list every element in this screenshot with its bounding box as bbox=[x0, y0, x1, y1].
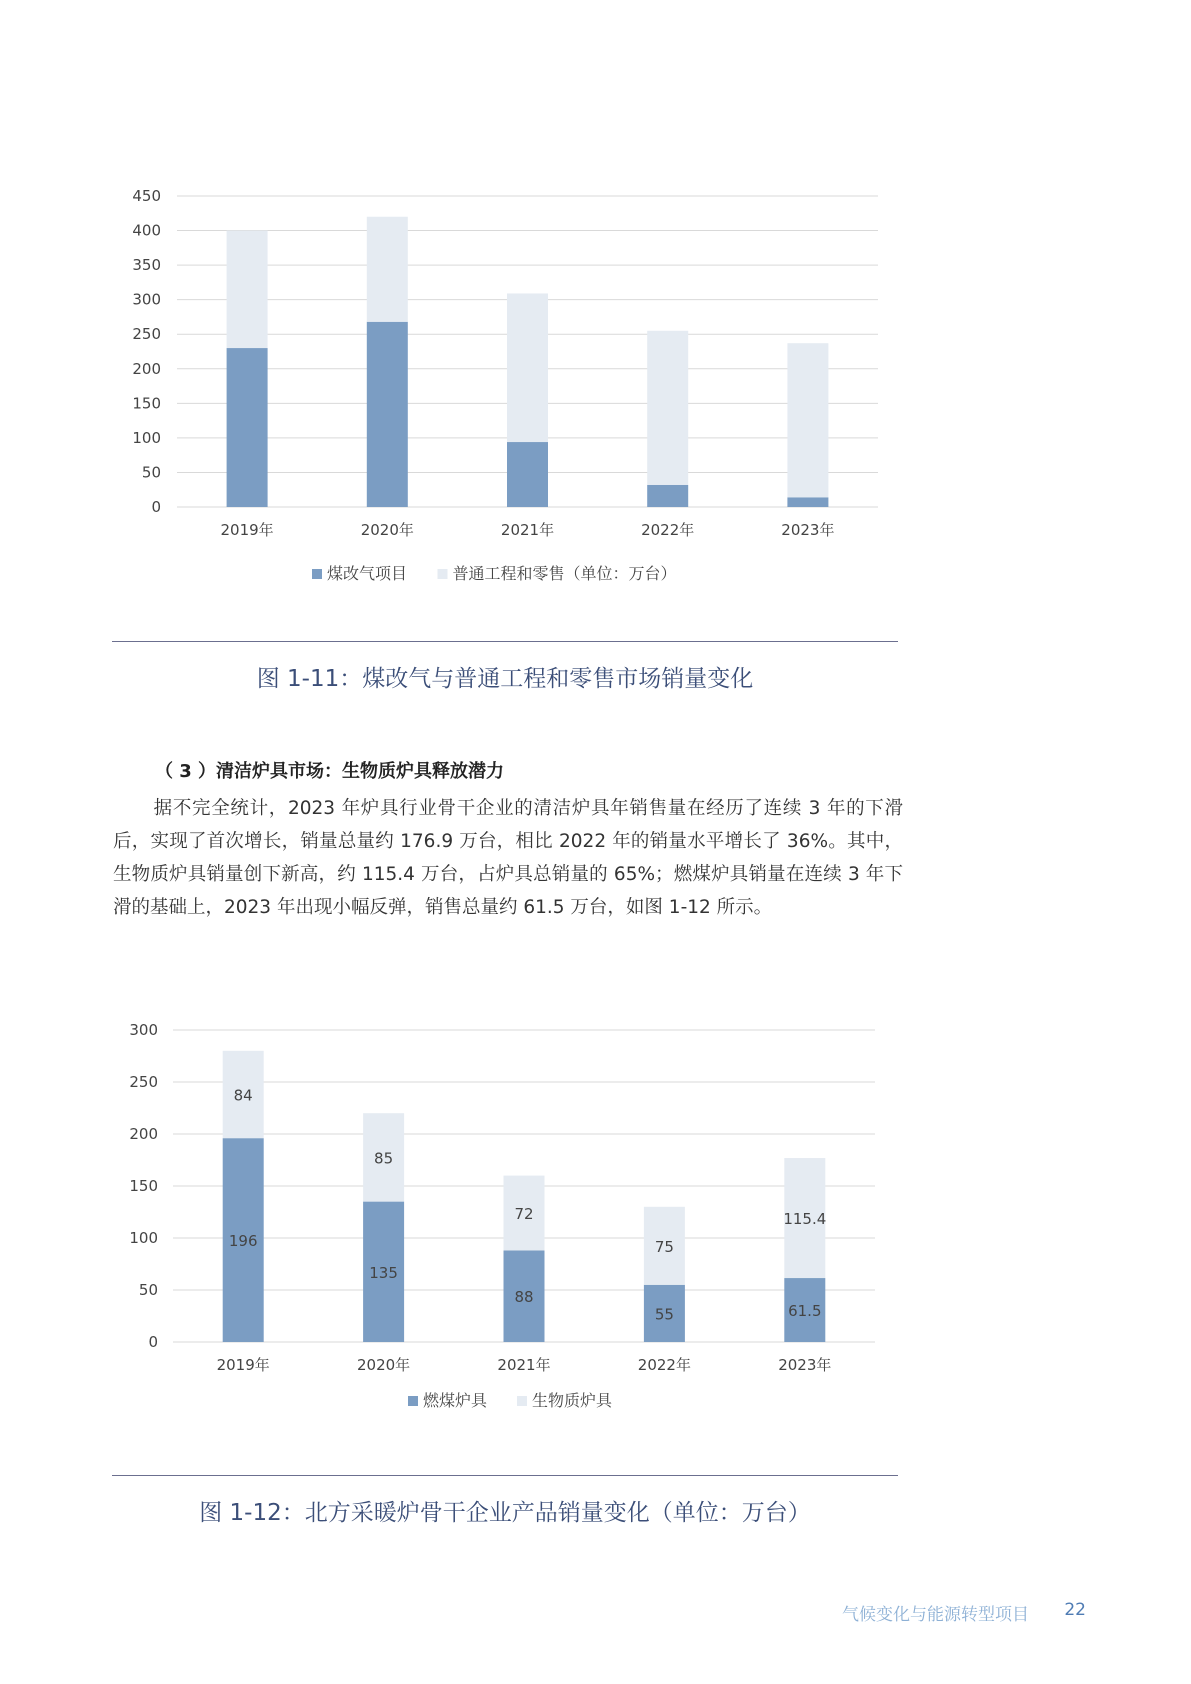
x-tick-label: 2021年 bbox=[500, 521, 555, 539]
bar-bottom-3 bbox=[647, 485, 688, 507]
bar-top-1 bbox=[367, 217, 408, 322]
data-label: 135 bbox=[369, 1263, 398, 1282]
legend-label: 普通工程和零售（单位：万台） bbox=[452, 564, 677, 583]
bar-bottom-1 bbox=[367, 322, 408, 507]
x-tick-label: 2021年 bbox=[497, 1356, 551, 1374]
y-tick-label: 450 bbox=[132, 187, 161, 205]
divider-line-1 bbox=[112, 641, 898, 642]
data-label: 115.4 bbox=[783, 1210, 827, 1229]
paragraph-text: 据不完全统计，2023 年炉具行业骨干企业的清洁炉具年销售量在经历了连续 3 年的下滑后，实现了首次增长，销量总量约 176.9 万台，相比 2022 年的销量水平增长了 36%。其中，生物质炉具销量创下新高，约 115.4 万台，占炉具总销量的 65%；燃煤炉具销量在连续 3 年下滑的基础上，2023 年出现小幅反弹，销售总量约 61.5 万台，如图 1-12 所示。 bbox=[113, 798, 903, 918]
section-heading: （ 3 ）清洁炉具市场：生物质炉具释放潜力 bbox=[155, 761, 505, 782]
data-label: 72 bbox=[514, 1205, 534, 1224]
y-tick-label: 0 bbox=[148, 1333, 158, 1351]
x-tick-label: 2020年 bbox=[357, 1356, 411, 1374]
y-tick-label: 400 bbox=[132, 221, 161, 240]
x-tick-label: 2019年 bbox=[216, 1356, 270, 1374]
bar-top-4 bbox=[787, 343, 828, 497]
x-tick-label: 2020年 bbox=[360, 521, 414, 539]
y-tick-label: 100 bbox=[129, 1229, 158, 1247]
page-number: 22 bbox=[1064, 1600, 1086, 1620]
legend-swatch bbox=[312, 569, 322, 579]
footer-project-title: 气候变化与能源转型项目 bbox=[842, 1605, 1029, 1625]
legend-swatch bbox=[438, 569, 448, 579]
y-tick-label: 150 bbox=[132, 394, 161, 413]
divider-line-2 bbox=[112, 1475, 898, 1476]
chart-2-heating-stove-sales bbox=[0, 1005, 1191, 1435]
data-label: 55 bbox=[654, 1305, 674, 1324]
x-tick-label: 2023年 bbox=[778, 1356, 832, 1374]
legend-swatch bbox=[517, 1396, 527, 1406]
x-tick-label: 2022年 bbox=[641, 521, 695, 539]
bar-top-2 bbox=[507, 293, 548, 442]
x-tick-label: 2019年 bbox=[220, 521, 274, 539]
x-tick-label: 2022年 bbox=[637, 1356, 691, 1374]
data-label: 61.5 bbox=[788, 1302, 822, 1321]
body-paragraph bbox=[113, 792, 903, 924]
bar-bottom-2 bbox=[507, 442, 548, 507]
data-label: 196 bbox=[228, 1232, 258, 1251]
data-label: 84 bbox=[233, 1086, 253, 1105]
data-label: 88 bbox=[514, 1288, 534, 1307]
figure-caption-1-11: 图 1-11：煤改气与普通工程和零售市场销量变化 bbox=[256, 666, 754, 692]
bar-top-0 bbox=[227, 231, 268, 348]
y-tick-label: 350 bbox=[132, 256, 161, 275]
y-tick-label: 150 bbox=[129, 1177, 158, 1195]
y-tick-label: 50 bbox=[141, 463, 161, 482]
y-tick-label: 100 bbox=[132, 428, 161, 447]
chart-1-coal-to-gas-sales bbox=[0, 170, 1191, 590]
bar-top-3 bbox=[647, 331, 688, 485]
figure-caption-1-12: 图 1-12：北方采暖炉骨干企业产品销量变化（单位：万台） bbox=[199, 1500, 811, 1526]
legend-label: 煤改气项目 bbox=[327, 564, 408, 583]
legend-label: 燃煤炉具 bbox=[423, 1391, 488, 1410]
data-label: 85 bbox=[374, 1149, 394, 1168]
y-tick-label: 200 bbox=[129, 1125, 158, 1143]
x-tick-label: 2023年 bbox=[781, 521, 835, 539]
legend-swatch bbox=[408, 1396, 418, 1406]
y-tick-label: 300 bbox=[132, 290, 161, 309]
y-tick-label: 200 bbox=[132, 359, 161, 378]
y-tick-label: 250 bbox=[129, 1073, 158, 1091]
y-tick-label: 250 bbox=[132, 325, 161, 344]
y-tick-label: 50 bbox=[138, 1281, 158, 1299]
data-label: 75 bbox=[654, 1237, 674, 1256]
bar-bottom-0 bbox=[227, 348, 268, 507]
y-tick-label: 300 bbox=[129, 1021, 158, 1039]
legend-label: 生物质炉具 bbox=[532, 1391, 613, 1410]
bar-bottom-4 bbox=[787, 497, 828, 507]
y-tick-label: 0 bbox=[151, 498, 161, 516]
